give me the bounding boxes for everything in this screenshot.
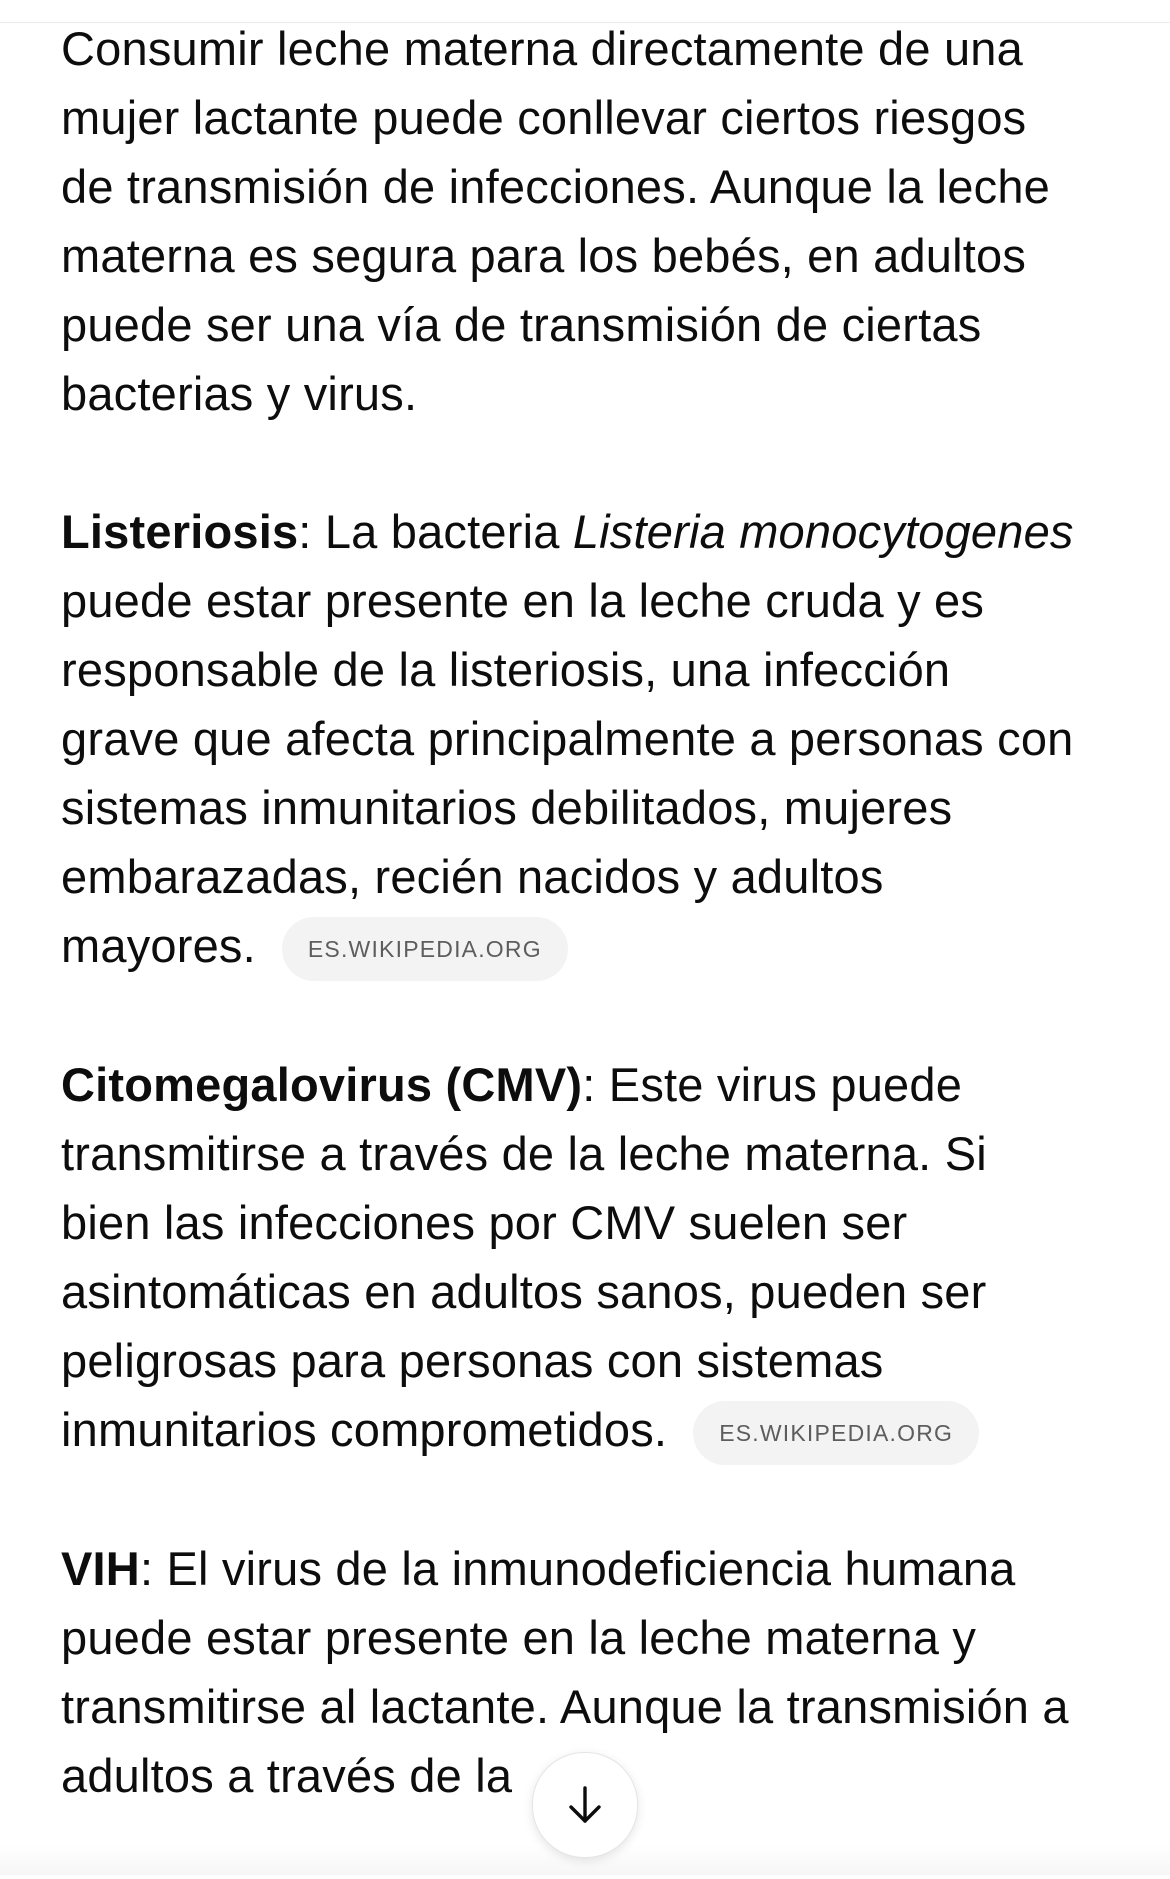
vih-text: : El virus de la inmunodeficiencia humana puede estar presente en la leche materna y transmitirse al lactante. Aunque la transmisión a adultos a través de la bbox=[61, 1542, 1069, 1802]
scroll-to-bottom-button[interactable] bbox=[532, 1752, 638, 1858]
listeria-species: Listeria monocytogenes bbox=[572, 505, 1074, 558]
assistant-message bbox=[61, 14, 1081, 1879]
cmv-paragraph bbox=[61, 1050, 1081, 1465]
source-chip-wikipedia[interactable]: ES.WIKIPEDIA.ORG bbox=[282, 917, 568, 981]
source-chip-wikipedia[interactable]: ES.WIKIPEDIA.ORG bbox=[693, 1401, 979, 1465]
listeriosis-text-a: : La bacteria bbox=[298, 505, 573, 558]
listeriosis-text-b: puede estar presente en la leche cruda y es responsable de la listeriosis, una infección grave que afecta principalmente a personas con sistemas inmunitarios debilitados, mujeres embarazadas, recién nacidos y adultos mayores. bbox=[61, 574, 1074, 972]
listeriosis-term: Listeriosis bbox=[61, 505, 299, 558]
vih-term: VIH bbox=[61, 1542, 140, 1595]
listeriosis-paragraph bbox=[61, 497, 1081, 981]
cmv-text: : Este virus puede transmitirse a través de la leche materna. Si bien las infecciones por CMV suelen ser asintomáticas en adultos sanos, pueden ser peligrosas para personas con sistemas inmunitarios comprometidos. bbox=[61, 1058, 987, 1456]
intro-paragraph: Consumir leche materna directamente de una mujer lactante puede conllevar ciertos riesgos de transmisión de infecciones. Aunque la leche materna es segura para los bebés, en adultos puede ser una vía de transmisión de ciertas bacterias y virus. bbox=[61, 22, 1050, 420]
cmv-term: Citomegalovirus (CMV) bbox=[61, 1058, 583, 1111]
arrow-down-icon bbox=[563, 1783, 607, 1827]
